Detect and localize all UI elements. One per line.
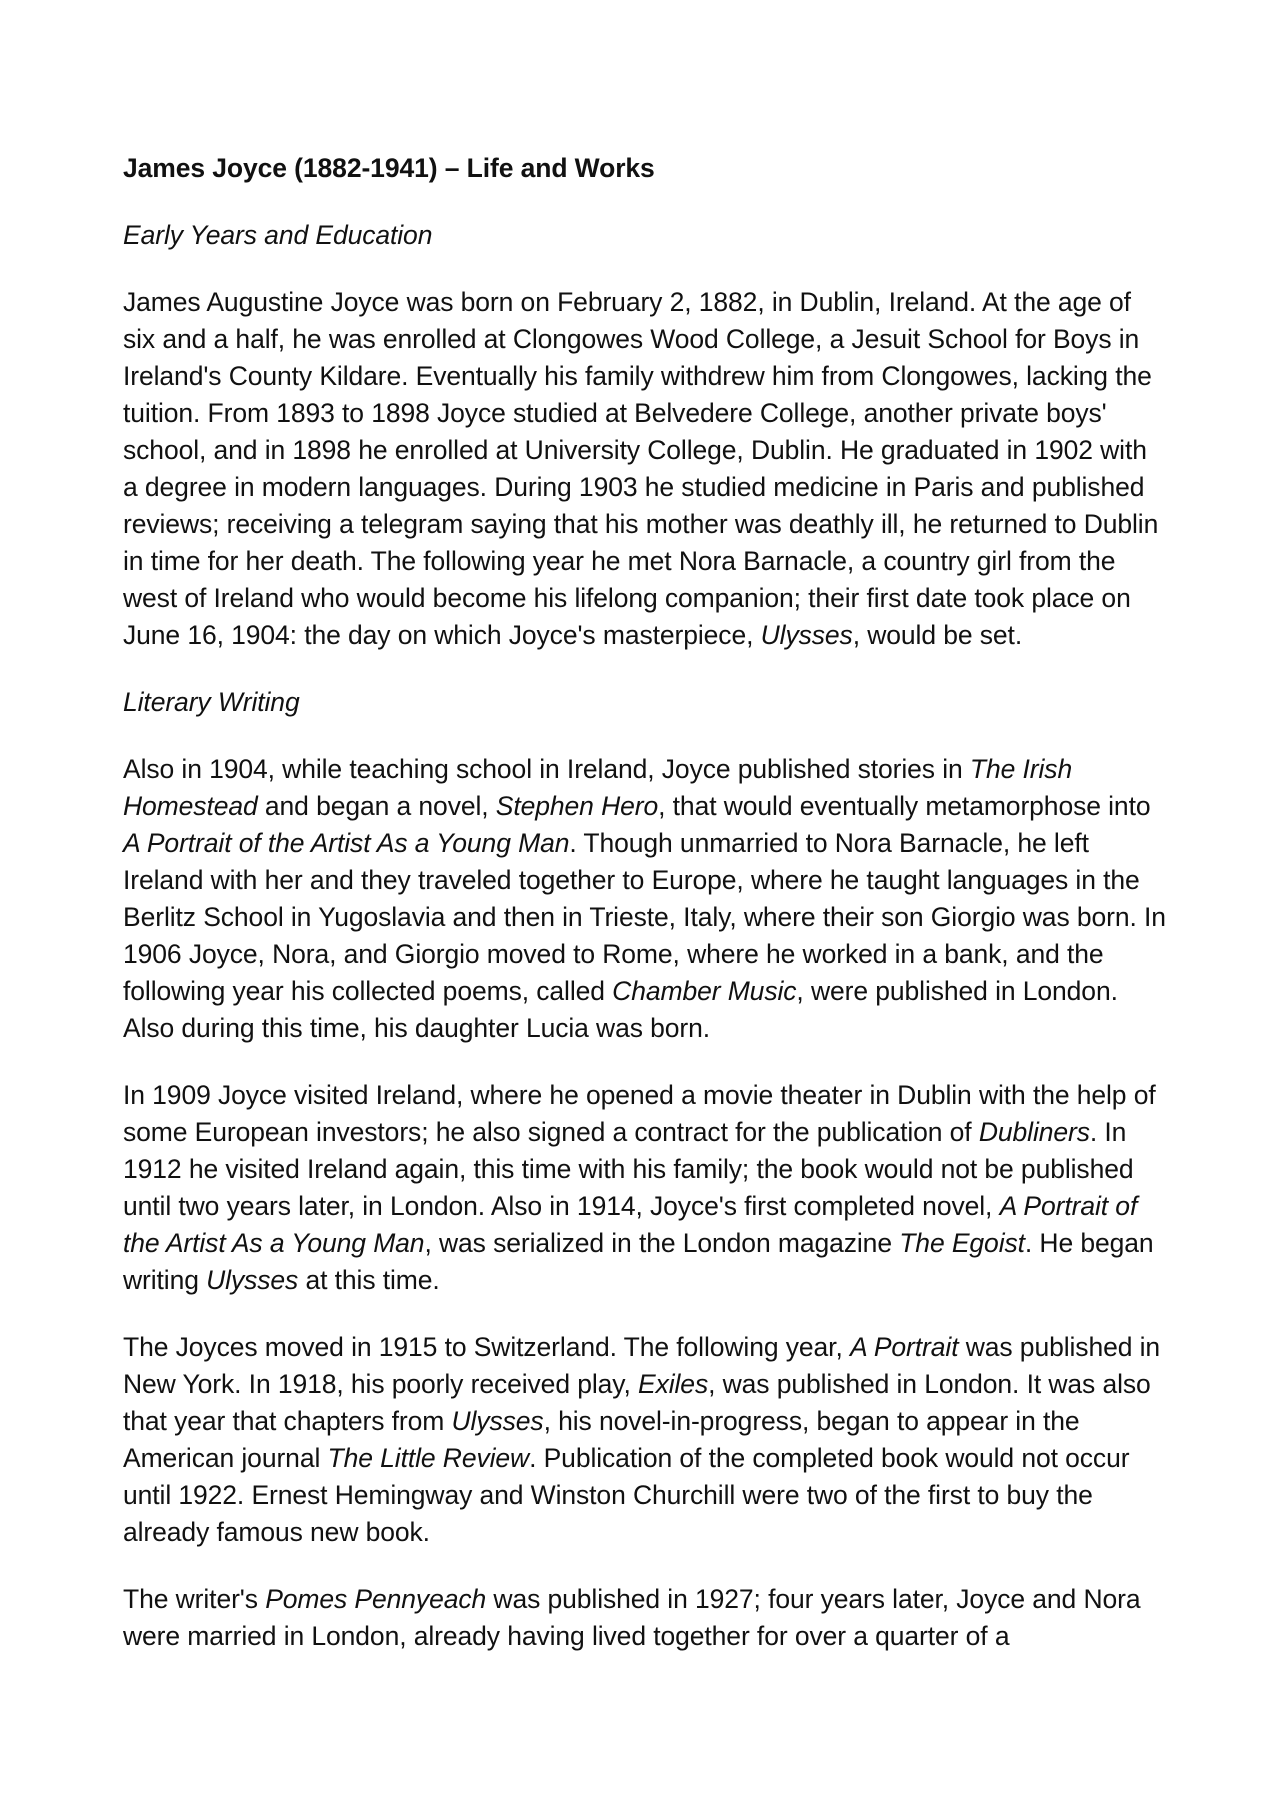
italic-title: A Portrait of the Artist As a Young Man (123, 828, 570, 858)
italic-title: The Egoist (899, 1228, 1025, 1258)
italic-title: Ulysses (451, 1406, 544, 1436)
italic-title: The Irish Homestead (123, 754, 1073, 821)
italic-title: Chamber Music (612, 976, 797, 1006)
italic-title: Ulysses (760, 620, 853, 650)
italic-title: Dubliners (978, 1117, 1090, 1147)
paragraph: In 1909 Joyce visited Ireland, where he opened a movie theater in Dublin with the help of some European investors; he also signed a contract for the publication of Dubliners. In 1912 he visited Ireland again, this time with his family; the book would not be published until two years later, in London. Also in 1914, Joyce's first completed novel, A Portrait of the Artist As a Young Man, was serialized in the London magazine The Egoist. He began writing Ulysses at this time. (123, 1080, 1156, 1295)
document-page (123, 150, 1168, 1685)
paragraph: The writer's Pomes Pennyeach was published in 1927; four years later, Joyce and Nora were married in London, already having lived together for over a quarter of a (123, 1584, 1141, 1651)
document-title: James Joyce (1882-1941) – Life and Works (123, 153, 655, 183)
italic-title: A Portrait of the Artist As a Young Man (123, 1191, 1138, 1258)
italic-title: The Little Review (327, 1443, 530, 1473)
paragraph: Also in 1904, while teaching school in Ireland, Joyce published stories in The Irish Homestead and began a novel, Stephen Hero, that would eventually metamorphose into A Portrait of the Artist As a Young Man. Though unmarried to Nora Barnacle, he left Ireland with her and they traveled together to Europe, where he taught languages in the Berlitz School in Yugoslavia and then in Trieste, Italy, where their son Giorgio was born. In 1906 Joyce, Nora, and Giorgio moved to Rome, where he worked in a bank, and the following year his collected poems, called Chamber Music, were published in London. Also during this time, his daughter Lucia was born. (123, 754, 1166, 1043)
italic-title: Pomes Pennyeach (265, 1584, 487, 1614)
italic-title: Exiles (638, 1369, 709, 1399)
section-heading-early-years: Early Years and Education (123, 220, 433, 250)
section-heading-literary-writing: Literary Writing (123, 687, 300, 717)
paragraph: James Augustine Joyce was born on February 2, 1882, in Dublin, Ireland. At the age of six and a half, he was enrolled at Clongowes Wood College, a Jesuit School for Boys in Ireland's County Kildare. Eventually his family withdrew him from Clongowes, lacking the tuition. From 1893 to 1898 Joyce studied at Belvedere College, another private boys' school, and in 1898 he enrolled at University College, Dublin. He graduated in 1902 with a degree in modern languages. During 1903 he studied medicine in Paris and published reviews; receiving a telegram saying that his mother was deathly ill, he returned to Dublin in time for her death. The following year he met Nora Barnacle, a country girl from the west of Ireland who would become his lifelong companion; their first date took place on June 16, 1904: the day on which Joyce's masterpiece, Ulysses, would be set. (123, 287, 1159, 650)
italic-title: A Portrait (849, 1332, 959, 1362)
italic-title: Ulysses (206, 1265, 299, 1295)
paragraph: The Joyces moved in 1915 to Switzerland. The following year, A Portrait was published in New York. In 1918, his poorly received play, Exiles, was published in London. It was also that year that chapters from Ulysses, his novel-in-progress, began to appear in the American journal The Little Review. Publication of the completed book would not occur until 1922. Ernest Hemingway and Winston Churchill were two of the first to buy the already famous new book. (123, 1332, 1161, 1547)
italic-title: Stephen Hero (495, 791, 659, 821)
